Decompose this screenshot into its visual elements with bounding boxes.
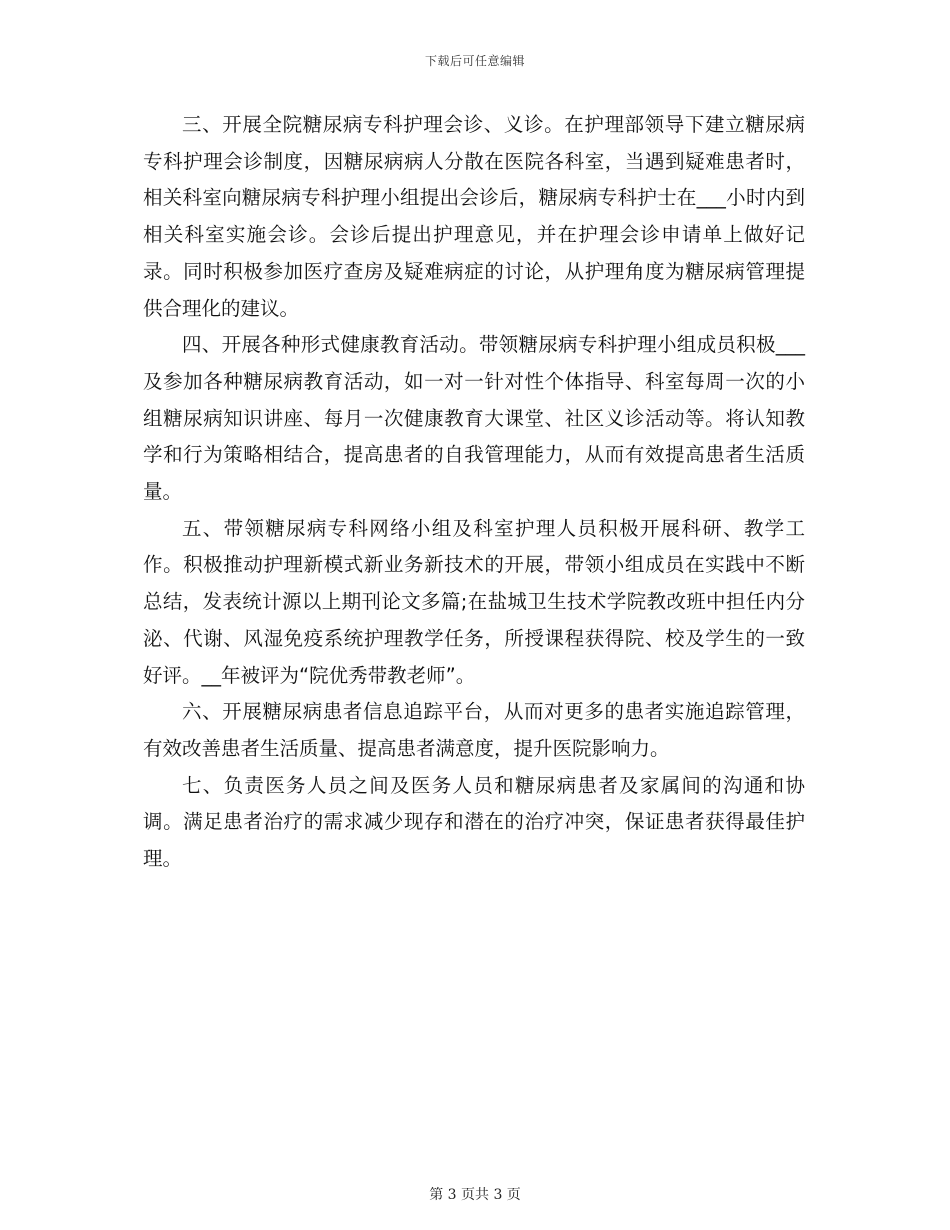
paragraph-item-4: 四、开展各种形式健康教育活动。带领糖尿病专科护理小组成员积极___及参加各种糖尿病教育活动，如一对一针对性个体指导、科室每周一次的小组糖尿病知识讲座、每月一次健康教育大课堂、社区义诊活动等。将认知教学和行为策略相结合，提高患者的自我管理能力，从而有效提高患者生活质量。 [143, 333, 805, 504]
paragraph-item-3: 三、开展全院糖尿病专科护理会诊、义诊。在护理部领导下建立糖尿病专科护理会诊制度，因糖尿病病人分散在医院各科室，当遇到疑难患者时，相关科室向糖尿病专科护理小组提出会诊后，糖尿病专科护士在___小时内到相关科室实施会诊。会诊后提出护理意见，并在护理会诊申请单上做好记录。同时积极参加医疗查房及疑难病症的讨论，从护理角度为糖尿病管理提供合理化的建议。 [143, 113, 805, 320]
paragraph-item-5: 五、带领糖尿病专科网络小组及科室护理人员积极开展科研、教学工作。积极推动护理新模式新业务新技术的开展，带领小组成员在实践中不断总结，发表统计源以上期刊论文多篇;在盐城卫生技术学院教改班中担任内分泌、代谢、风湿免疫系统护理教学任务，所授课程获得院、校及学生的一致好评。__年被评为“院优秀带教老师”。 [143, 516, 805, 687]
paragraph-item-7: 七、负责医务人员之间及医务人员和糖尿病患者及家属间的沟通和协调。满足患者治疗的需求减少现存和潜在的治疗冲突，保证患者获得最佳护理。 [143, 773, 805, 871]
page-number: 第 3 页共 3 页 [429, 1187, 521, 1203]
page-header: 下载后可任意编辑 [424, 54, 525, 68]
paragraph-item-6: 六、开展糖尿病患者信息追踪平台，从而对更多的患者实施追踪管理，有效改善患者生活质量、提高患者满意度，提升医院影响力。 [143, 700, 805, 760]
document-body [143, 107, 805, 878]
